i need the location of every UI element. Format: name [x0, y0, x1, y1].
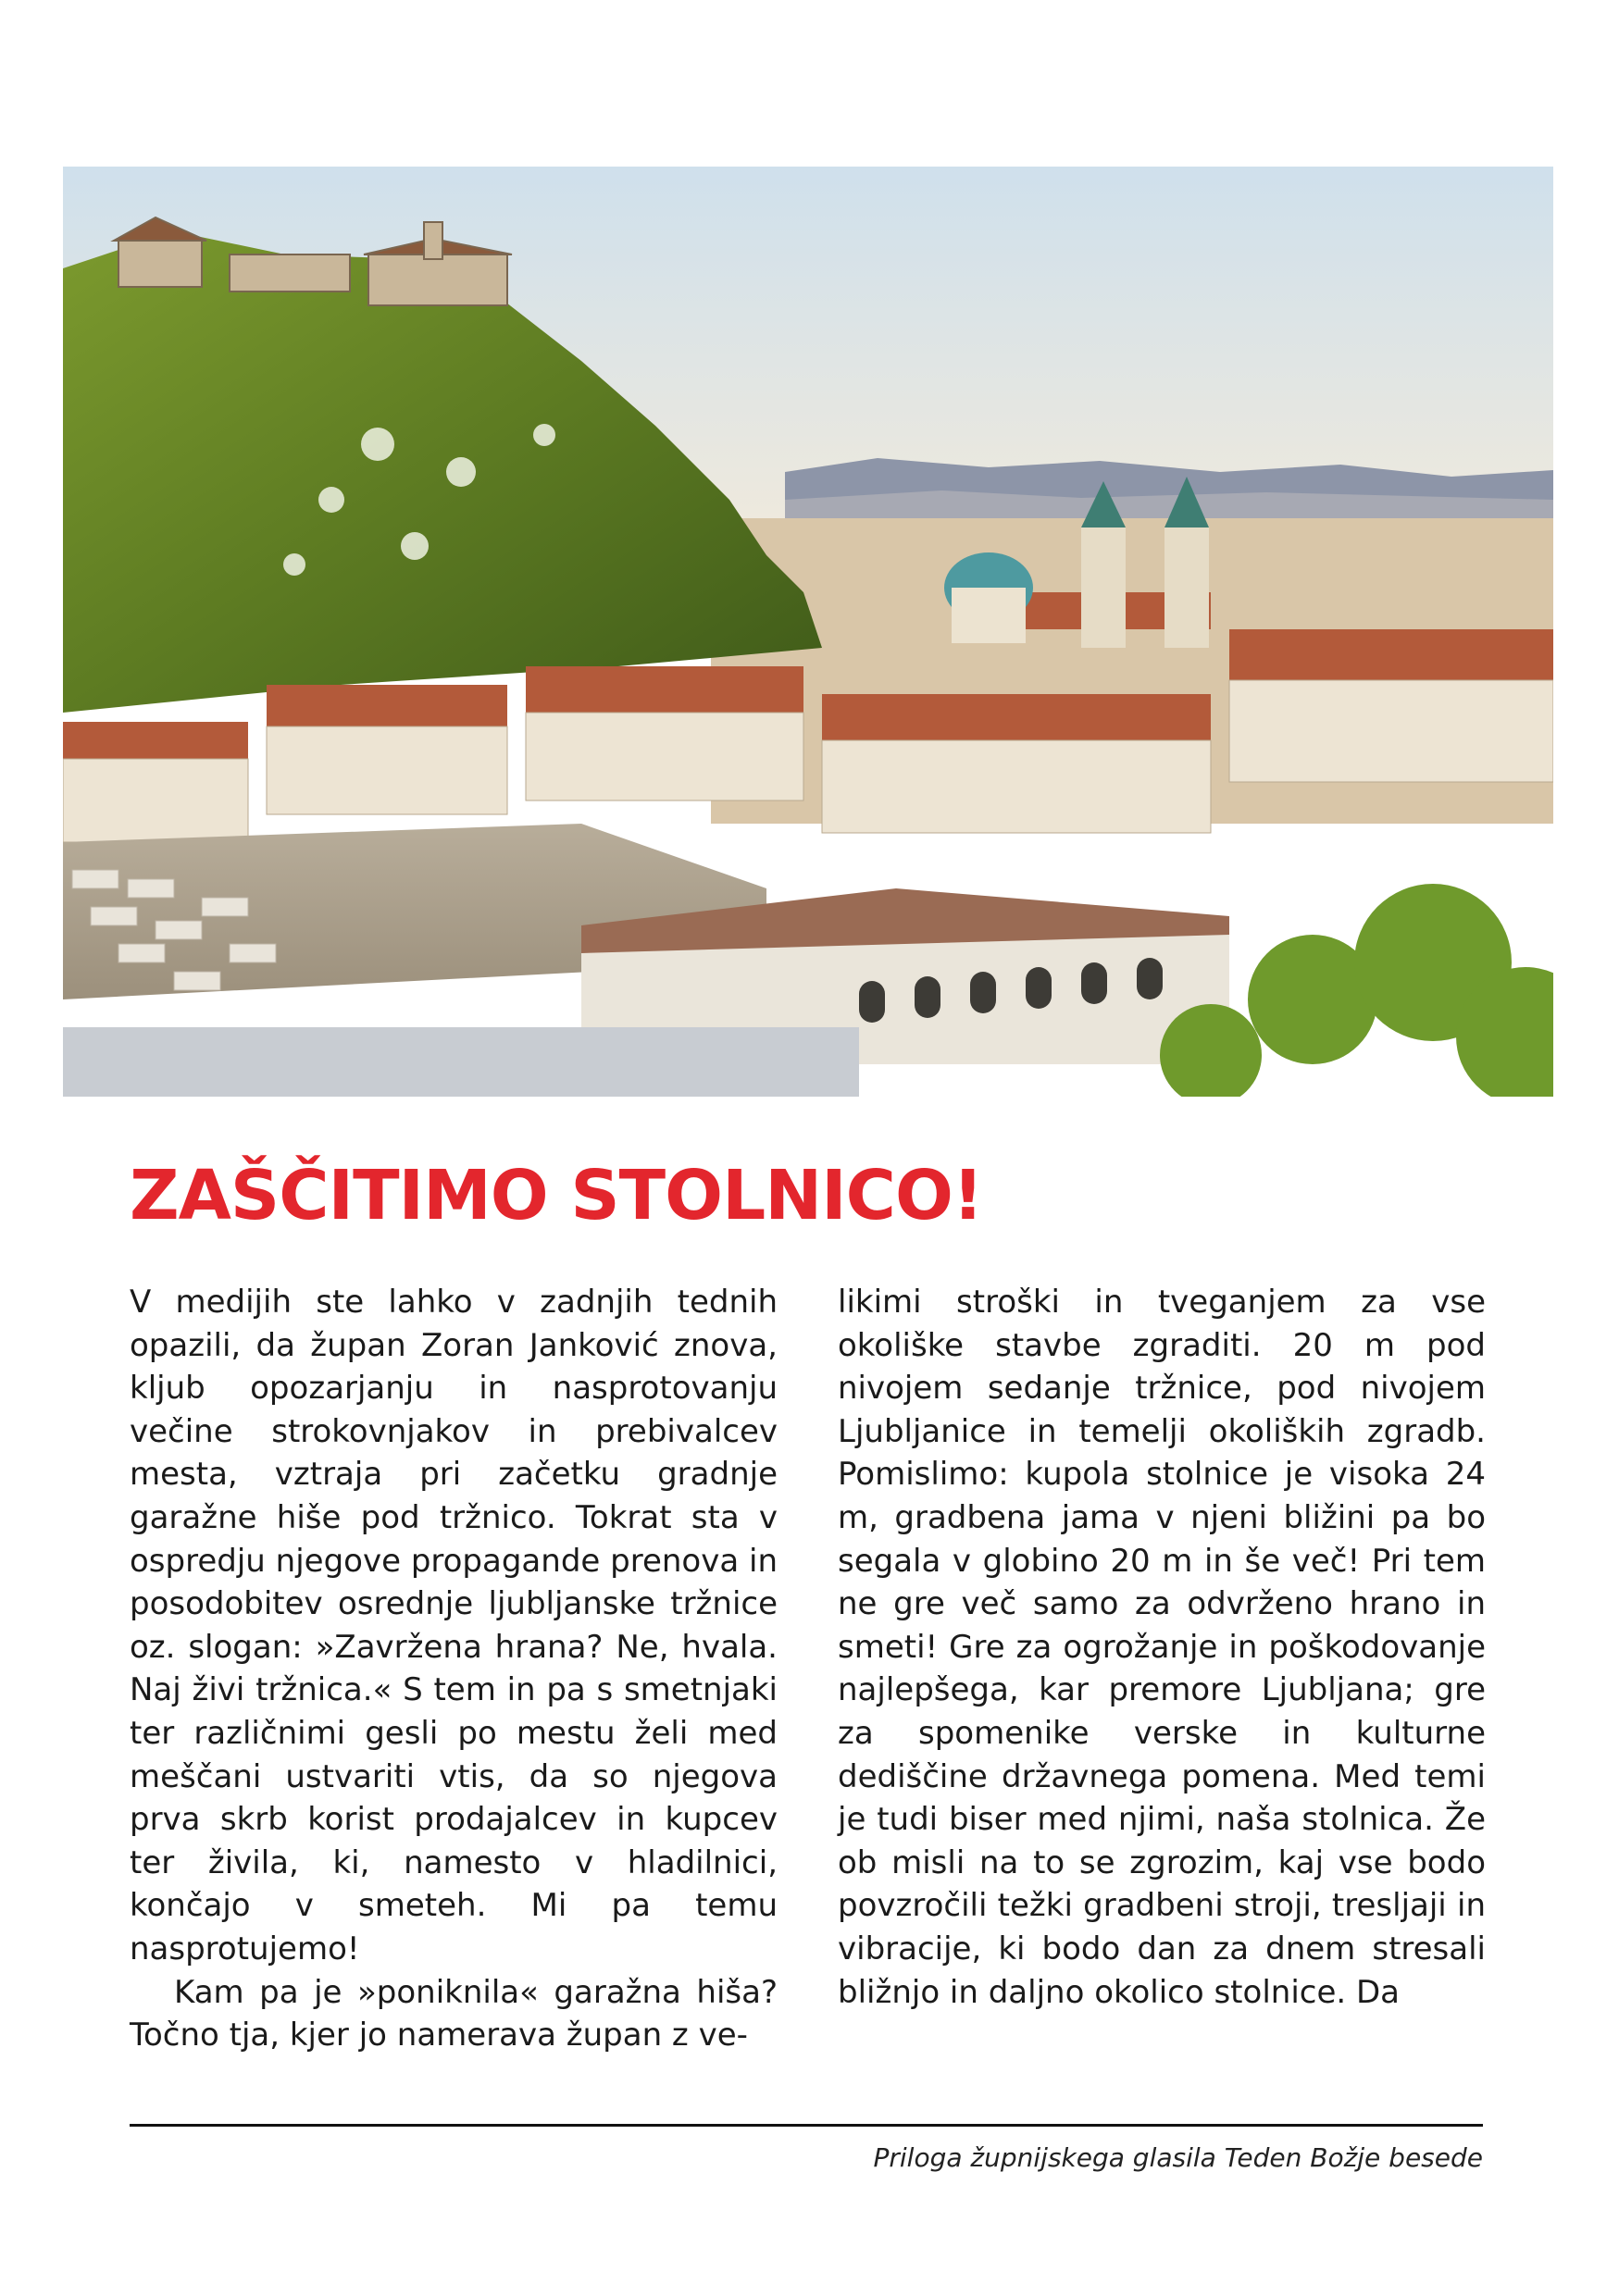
article-column-right	[838, 1281, 1486, 2014]
footer-caption: Priloga župnijskega glasila Teden Božje besede	[873, 2142, 1483, 2173]
ljubljana-photo	[63, 167, 1553, 1097]
article-column-left	[130, 1281, 778, 2057]
paragraph: Kam pa je »poniknila« garažna hiša? Točno tja, kjer jo namerava župan z ve-	[130, 1973, 778, 2054]
paragraph: V medijih ste lahko v zadnjih tednih opazili, da župan Zoran Janković znova, kljub opozarjanju in nasprotovanju večine strokovnjakov in prebivalcev mesta, vztraja pri začetku gradnje garažne hiše pod tržnico. Tokrat sta v ospredju njegove propagande prenova in posodobitev osrednje ljubljanske tržnice oz. slogan: »Zavržena hrana? Ne, hvala. Naj živi tržnica.« S tem in pa s smetnjaki ter različnimi gesli po mestu želi med meščani ustvariti vtis, da so njegova prva skrb korist prodajalcev in kupcev ter živila, ki, namesto v hladilnici, končajo v smeteh. Mi pa temu nasprotujemo!	[130, 1284, 778, 1967]
paragraph: likimi stroški in tveganjem za vse okoliške stavbe zgraditi. 20 m pod nivojem sedanje tržnice, pod nivojem Ljubljanice in temelji okoliških zgradb. Pomislimo: kupola stolnice je visoka 24 m, gradbena jama v njeni bližini pa bo segala v globino 20 m in še več! Pri tem ne gre več samo za odvrženo hrano in smeti! Gre za ogrožanje in poškodovanje najlepšega, kar premore Ljubljana; gre za spomenike verske in kulturne dediščine državnega pomena. Med temi je tudi biser med njimi, naša stolnica. Že ob misli na to se zgrozim, kaj vse bodo povzročili težki gradbeni stroji, tresljaji in vibracije, ki bodo dan za dnem stresali bližnjo in daljno okolico stolnice. Da	[838, 1284, 1486, 2011]
footer-divider	[130, 2124, 1483, 2127]
article-title: ZAŠČITIMO STOLNICO!	[130, 1156, 983, 1235]
